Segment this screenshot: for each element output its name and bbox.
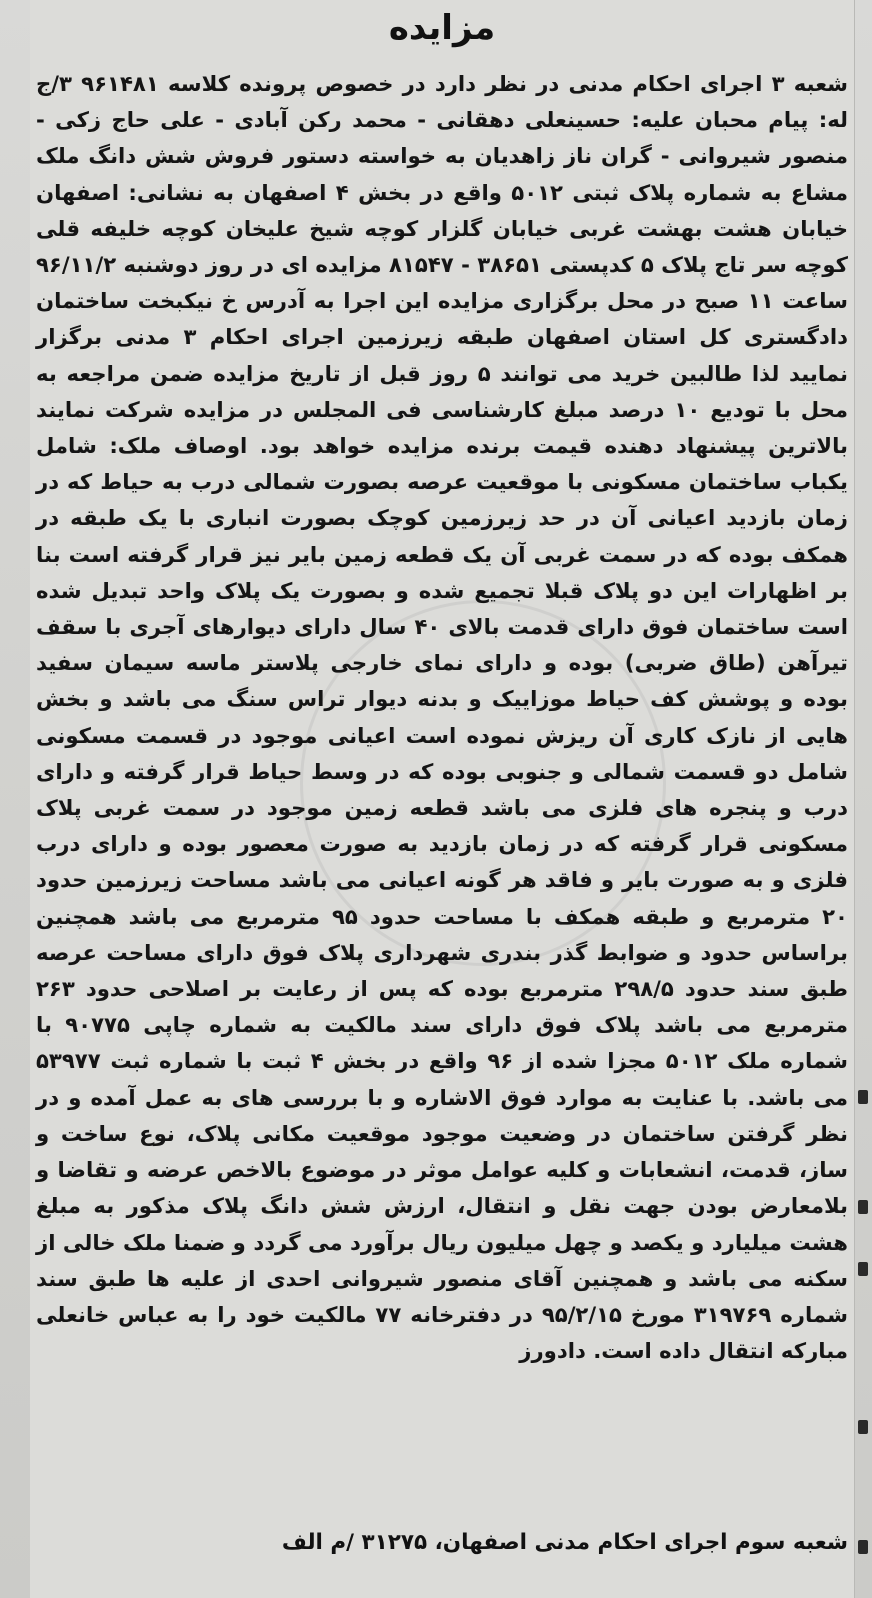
notice-signature: شعبه سوم اجرای احکام مدنی اصفهان، ۳۱۲۷۵ /م الف	[281, 1530, 848, 1555]
notice-body: شعبه ۳ اجرای احکام مدنی در نظر دارد در خصوص پرونده کلاسه ۹۶۱۴۸۱ ۳/ج له: پیام محبان علیه: حسینعلی دهقانی - محمد رکن آبادی - علی حاج زکی - منصور شیروانی - گران ناز زاهدیان به خواسته دستور فروش شش دانگ ملک مشاع به شماره پلاک ثبتی ۵۰۱۲ واقع در بخش ۴ اصفهان به نشانی: اصفهان خیابان هشت بهشت غربی خیابان گلزار کوچه شیخ علیخان کوچه خلیفه قلی کوچه سر تاج پلاک ۵ کدپستی ۳۸۶۵۱ - ۸۱۵۴۷ مزایده ای در روز دوشنبه ۹۶/۱۱/۲ ساعت ۱۱ صبح در محل برگزاری مزایده این اجرا به آدرس خ نیکبخت ساختمان دادگستری کل استان اصفهان طبقه زیرزمین اجرای احکام ۳ مدنی برگزار نمایید لذا طالبین خرید می توانند ۵ روز قبل از تاریخ مزایده ضمن مراجعه به محل با تودیع ۱۰ درصد مبلغ کارشناسی فی المجلس در مزایده شرکت نمایند بالاترین پیشنهاد دهنده قیمت برنده مزایده خواهد بود. اوصاف ملک: شامل یکباب ساختمان مسکونی با موقعیت عرصه بصورت شمالی درب به حیاط که در زمان بازدید اعیانی آن در حد زیرزمین کوچک بصورت انباری با یک طبقه در همکف بوده که در سمت غربی آن یک قطعه زمین بایر نیز قرار گرفته است بنا بر اظهارات این دو پلاک قبلا تجمیع شده و بصورت یک پلاک واحد تبدیل شده است ساختمان فوق دارای قدمت بالای ۴۰ سال دارای دیوارهای آجری با سقف تیرآهن (طاق ضربی) بوده و دارای نمای خارجی پلاستر ماسه سیمان سفید بوده و پوشش کف حیاط موزاییک و بدنه دیوار تراس سنگ می باشد و بخش هایی از نازک کاری آن ریزش نموده است اعیانی موجود در قسمت مسکونی شامل دو قسمت شمالی و جنوبی بوده که در وسط حیاط قرار گرفته و دارای درب و پنجره های فلزی می باشد قطعه زمین موجود در سمت غربی پلاک مسکونی قرار گرفته که در زمان بازدید به صورت معصور بوده و دارای درب فلزی و به صورت بایر و فاقد هر گونه اعیانی می باشد مساحت زیرزمین حدود ۲۰ مترمربع و طبقه همکف با مساحت حدود ۹۵ مترمربع می باشد همچنین براساس حدود و ضوابط گذر بندری شهرداری پلاک فوق دارای مساحت عرصه طبق سند حدود ۲۹۸/۵ مترمربع بوده که پس از رعایت بر اصلاحی حدود ۲۶۳ مترمربع می باشد پلاک فوق دارای سند مالکیت به شماره چاپی ۹۰۷۷۵ با شماره ملک ۵۰۱۲ مجزا شده از ۹۶ واقع در بخش ۴ ثبت با شماره ثبت ۵۳۹۷۷ می باشد. با عنایت به موارد فوق الاشاره و با بررسی های به عمل آمده و در نظر گرفتن ساختمان در وضعیت موجود موقعیت مکانی پلاک، نوع ساخت و ساز، قدمت، انشعابات و کلیه عوامل موثر در موضوع بالاخص عرضه و تقاضا و بلامعارض بودن جهت نقل و انتقال، ارزش شش دانگ پلاک مذکور به مبلغ هشت میلیارد و یکصد و چهل میلیون ریال برآورد می گردد و ضمنا ملک خالی از سکنه می باشد و همچنین آقای منصور شیروانی احدی از علیه ها طبق سند شماره ۳۱۹۷۶۹ مورخ ۹۵/۲/۱۵ در دفترخانه ۷۷ مالکیت خود را به عباس خانعلی مبارکه انتقال داده است. دادورز	[36, 71, 849, 1364]
edge-mark	[858, 1540, 868, 1554]
notice-title: مزایده	[388, 8, 496, 48]
edge-mark	[858, 1090, 868, 1104]
edge-mark	[858, 1420, 868, 1434]
edge-mark	[858, 1262, 868, 1276]
edge-mark	[858, 1200, 868, 1214]
newspaper-clipping	[30, 0, 855, 1598]
